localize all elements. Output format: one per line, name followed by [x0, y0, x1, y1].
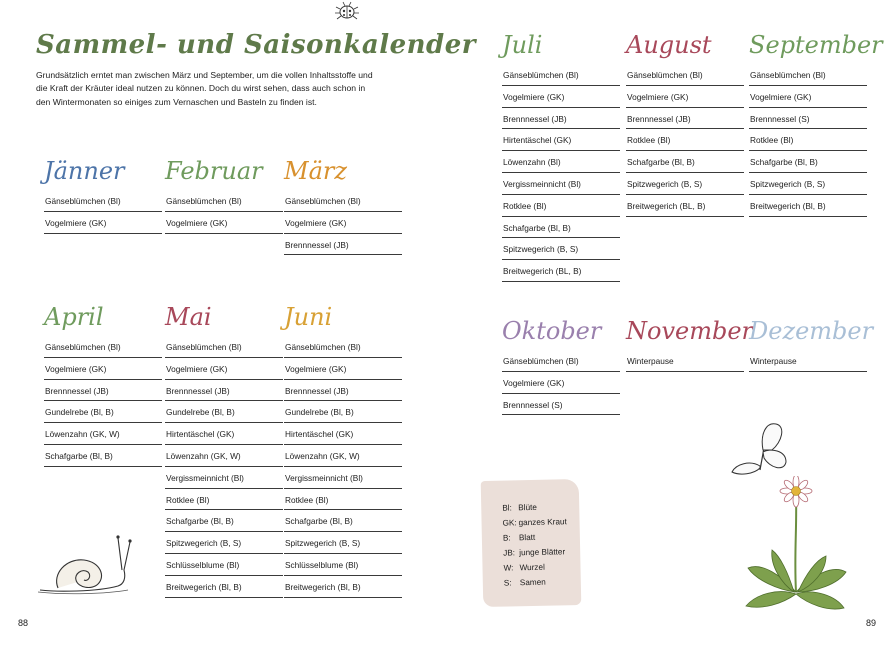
- month-name: März: [284, 157, 347, 185]
- month-name: August: [626, 31, 712, 59]
- month-dezember: [749, 316, 874, 372]
- month-name: April: [44, 303, 104, 331]
- month-oktober: [502, 316, 620, 415]
- herb-item: Hirtentäschel (GK): [502, 129, 620, 151]
- month-april: [44, 302, 162, 467]
- herb-item: Schlüsselblume (Bl): [165, 554, 283, 576]
- herb-item: Breitwegerich (BL, B): [502, 260, 620, 282]
- herb-item: Gänseblümchen (Bl): [749, 64, 867, 86]
- snail-illustration: [36, 534, 140, 596]
- month-maerz: [284, 156, 402, 255]
- herb-item: Rotklee (Bl): [284, 489, 402, 511]
- herb-item: Gundelrebe (Bl, B): [284, 401, 402, 423]
- herb-item: Löwenzahn (GK, W): [284, 445, 402, 467]
- month-name: Jänner: [44, 157, 125, 185]
- herb-item: Vogelmiere (GK): [502, 372, 620, 394]
- herb-item: Rotklee (Bl): [626, 129, 744, 151]
- herb-item: Löwenzahn (Bl): [502, 151, 620, 173]
- herb-item: Schafgarbe (Bl, B): [502, 217, 620, 239]
- herb-item: Vergissmeinnicht (Bl): [502, 173, 620, 195]
- herb-item: Vogelmiere (GK): [749, 86, 867, 108]
- herb-item: Gänseblümchen (Bl): [165, 190, 283, 212]
- month-list: [165, 336, 283, 598]
- herb-item: Vogelmiere (GK): [165, 358, 283, 380]
- month-name: Mai: [165, 303, 212, 331]
- month-februar: [165, 156, 283, 234]
- herb-item: Brennnessel (JB): [44, 380, 162, 402]
- legend-item: Bl: Blüte: [502, 502, 538, 513]
- herb-item: Brennnessel (JB): [626, 108, 744, 130]
- herb-item: Löwenzahn (GK, W): [165, 445, 283, 467]
- legend-box: [481, 479, 582, 607]
- month-list: [502, 64, 620, 282]
- herb-item: Spitzwegerich (B, S): [502, 238, 620, 260]
- herb-item: Gänseblümchen (Bl): [44, 190, 162, 212]
- month-name: Juli: [502, 31, 543, 59]
- herb-item: Brennnessel (JB): [165, 380, 283, 402]
- month-list: [284, 336, 402, 598]
- month-jaenner: [44, 156, 162, 234]
- page-number-right: 89: [866, 618, 877, 628]
- month-list: [749, 350, 867, 372]
- legend-item: JB: junge Blätter: [503, 547, 566, 558]
- herb-item: Spitzwegerich (B, S): [749, 173, 867, 195]
- month-list: [284, 190, 402, 255]
- herb-item: Schafgarbe (Bl, B): [626, 151, 744, 173]
- intro-text: Grundsätzlich erntet man zwischen März und September, um die vollen Inhaltsstoffe und die Kraft der Kräuter ideal nutzen zu können. Doch du wirst sehen, dass auch schon in den Wintermonaten so einiges zum Vernaschen und Basteln zu finden ist.: [36, 70, 373, 107]
- herb-item: Vogelmiere (GK): [284, 212, 402, 234]
- herb-item: Brennnessel (S): [749, 108, 867, 130]
- herb-item: Brennnessel (JB): [284, 234, 402, 256]
- herb-item: Vogelmiere (GK): [284, 358, 402, 380]
- month-september: [749, 30, 883, 217]
- herb-item: Gänseblümchen (Bl): [626, 64, 744, 86]
- herb-item: Gänseblümchen (Bl): [502, 64, 620, 86]
- month-name: Juni: [284, 303, 333, 331]
- herb-item: Gänseblümchen (Bl): [44, 336, 162, 358]
- month-august: [626, 30, 744, 217]
- month-list: [502, 350, 620, 415]
- herb-item: Vogelmiere (GK): [44, 358, 162, 380]
- month-november: [626, 316, 754, 372]
- month-mai: [165, 302, 283, 598]
- herb-item: Gundelrebe (Bl, B): [165, 401, 283, 423]
- month-list: [626, 64, 744, 217]
- herb-item: Vergissmeinnicht (Bl): [165, 467, 283, 489]
- legend-item: B: Blatt: [502, 532, 536, 543]
- herb-item: Brennnessel (JB): [284, 380, 402, 402]
- herb-item: Rotklee (Bl): [749, 129, 867, 151]
- herb-item: Winterpause: [626, 350, 744, 372]
- herb-item: Gänseblümchen (Bl): [284, 336, 402, 358]
- herb-item: Breitwegerich (BL, B): [626, 195, 744, 217]
- daisy-illustration: [742, 476, 852, 614]
- herb-item: Brennnessel (JB): [502, 108, 620, 130]
- herb-item: Vogelmiere (GK): [44, 212, 162, 234]
- month-juni: [284, 302, 402, 598]
- month-list: [44, 190, 162, 234]
- legend-item: W: Wurzel: [503, 562, 545, 573]
- herb-item: Rotklee (Bl): [502, 195, 620, 217]
- month-name: Dezember: [749, 317, 874, 345]
- month-list: [749, 64, 867, 217]
- herb-item: Rotklee (Bl): [165, 489, 283, 511]
- herb-item: Gänseblümchen (Bl): [502, 350, 620, 372]
- herb-item: Gundelrebe (Bl, B): [44, 401, 162, 423]
- month-juli: [502, 30, 620, 282]
- herb-item: Brennnessel (S): [502, 394, 620, 416]
- herb-item: Breitwegerich (Bl, B): [284, 576, 402, 598]
- herb-item: Gänseblümchen (Bl): [165, 336, 283, 358]
- herb-item: Spitzwegerich (B, S): [626, 173, 744, 195]
- month-list: [626, 350, 744, 372]
- month-name: September: [749, 31, 883, 59]
- herb-item: Spitzwegerich (B, S): [284, 532, 402, 554]
- page-number-left: 88: [18, 618, 29, 628]
- page-title: Sammel- und Saisonkalender: [36, 30, 476, 60]
- herb-item: Löwenzahn (GK, W): [44, 423, 162, 445]
- herb-item: Spitzwegerich (B, S): [165, 532, 283, 554]
- month-name: November: [626, 317, 754, 345]
- herb-item: Breitwegerich (Bl, B): [749, 195, 867, 217]
- legend-list: [481, 479, 581, 591]
- herb-item: Breitwegerich (Bl, B): [165, 576, 283, 598]
- month-name: Februar: [165, 157, 263, 185]
- herb-item: Schlüsselblume (Bl): [284, 554, 402, 576]
- herb-item: Hirtentäschel (GK): [284, 423, 402, 445]
- butterfly-illustration: [730, 420, 792, 480]
- month-name: Oktober: [502, 317, 602, 345]
- herb-item: Vogelmiere (GK): [502, 86, 620, 108]
- month-list: [44, 336, 162, 467]
- herb-item: Gänseblümchen (Bl): [284, 190, 402, 212]
- herb-item: Hirtentäschel (GK): [165, 423, 283, 445]
- ladybug-icon: [334, 0, 360, 22]
- herb-item: Schafgarbe (Bl, B): [165, 510, 283, 532]
- herb-item: Schafgarbe (Bl, B): [284, 510, 402, 532]
- month-list: [165, 190, 283, 234]
- herb-item: Vogelmiere (GK): [165, 212, 283, 234]
- herb-item: Vergissmeinnicht (Bl): [284, 467, 402, 489]
- herb-item: Schafgarbe (Bl, B): [749, 151, 867, 173]
- herb-item: Winterpause: [749, 350, 867, 372]
- legend-item: GK: ganzes Kraut: [502, 517, 567, 528]
- herb-item: Schafgarbe (Bl, B): [44, 445, 162, 467]
- herb-item: Vogelmiere (GK): [626, 86, 744, 108]
- legend-item: S: Samen: [503, 577, 546, 588]
